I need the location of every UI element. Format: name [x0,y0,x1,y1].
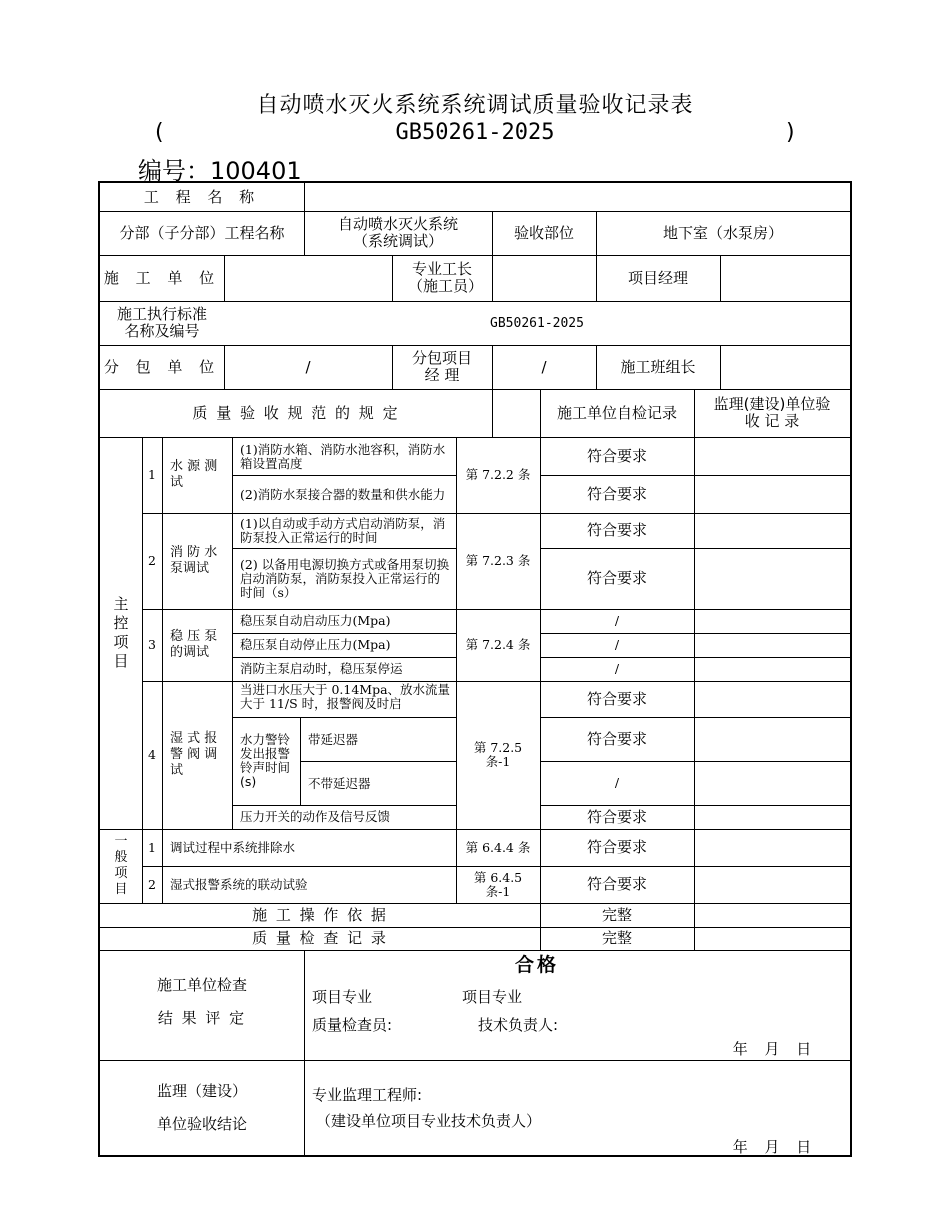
self-check-result[interactable]: 符合要求 [586,446,647,465]
contractor-check-label: 施工单位检查 [156,975,247,994]
general-label: 一般项目 [114,834,128,897]
foreman-value[interactable] [492,255,596,301]
spec-header: 质 量 验 收 规 范 的 规 定 [192,403,400,422]
self-check-result[interactable]: / [614,637,620,652]
grid-line [100,1060,850,1061]
self-check-result[interactable]: / [614,775,620,790]
self-check-result[interactable]: 符合要求 [586,729,647,748]
contractor-check-label: 结 果 评 定 [157,1008,247,1027]
operation-basis-label: 施 工 操 作 依 据 [252,905,388,924]
supervisor-check-label: 单位验收结论 [156,1114,247,1133]
grid-line [694,903,695,950]
item-requirement: 稳压泵自动停止压力(Mpa) [240,637,391,652]
item-clause: 第 7.2.2 条 [465,467,531,482]
tech-lead-label: 技术负责人: [478,1015,559,1034]
project-name-label: 工 程 名 称 [143,187,261,206]
self-check-result[interactable]: / [614,661,620,676]
paren-close: ) [786,120,795,145]
operation-basis-value[interactable]: 完整 [601,905,632,924]
acceptance-part-value[interactable]: 地下室（水泵房） [662,223,783,242]
supervision-header: 监理(建设)单位验 收 记 录 [713,395,831,430]
item-clause: 第 6.4.4 条 [465,839,531,855]
team-leader-value[interactable] [720,345,850,389]
item-number: 2 [148,876,156,892]
item-clause: 第 6.4.5 条-1 [473,869,523,899]
contractor-label: 施 工 单 位 [103,268,221,287]
with-delay-label: 带延迟器 [308,731,359,747]
owner-tech-lead-label: （建设单位项目专业技术负责人） [316,1111,542,1130]
item-number: 2 [148,553,156,568]
without-delay-label: 不带延迟器 [308,775,371,791]
foreman-label: 专业工长（施工员） [408,260,484,295]
tech-lead-label: 项目专业 [462,987,523,1006]
standard-value[interactable]: GB50261-2025 [490,315,584,331]
subcontractor-label: 分 包 单 位 [103,357,221,376]
item-name: 消 防 水 泵调试 [170,545,218,576]
item-requirement: (1)消防水箱、消防水池容积，消防水箱设置高度 [240,441,446,471]
serial-number: 编号：100401 [138,157,302,185]
main-control-label: 主控项目 [113,595,129,670]
quality-inspector-label: 项目专业 [312,987,373,1006]
contractor-value[interactable] [224,255,392,301]
item-clause: 第 7.2.4 条 [465,637,531,652]
item-requirement: (2)消防水泵接合器的数量和供水能力 [240,486,446,502]
item-name: 湿 式 报 警 阀 调 试 [170,731,218,778]
item-requirement: 当进口水压大于 0.14Mpa、放水流量大于 11/S 时，报警阀及时启 [240,683,451,711]
self-check-result[interactable]: / [614,613,620,628]
quality-inspector-label: 质量检查员: [312,1015,393,1034]
self-check-result[interactable]: 符合要求 [586,689,647,708]
subcontractor-value[interactable]: / [305,357,311,376]
paren-open: ( [155,120,164,145]
self-check-result[interactable]: 符合要求 [586,875,647,893]
standard-label: 施工执行标准名称及编号 [116,305,207,340]
general-requirement: 湿式报警系统的联动试验 [170,877,308,892]
contractor-date[interactable]: 年 月 日 [732,1039,818,1058]
standard-code: GB50261-2025 [395,120,555,145]
subdivision-label: 分部（子分部）工程名称 [119,223,285,242]
quality-record-label: 质 量 检 查 记 录 [252,929,388,947]
general-requirement: 调试过程中系统排除水 [170,840,296,855]
item-requirement: (1)以自动或手动方式启动消防泵，消防泵投入正常运行的时间 [240,516,446,545]
item-number: 4 [148,747,156,762]
grid-line [392,255,393,301]
grid-line [392,345,393,389]
grid-line [304,950,305,1157]
pass-stamp: 合格 [514,953,559,976]
item-clause: 第 7.2.5 条-1 [473,740,523,769]
supervisor-engineer-label: 专业监理工程师: [312,1085,423,1104]
supervisor-date[interactable]: 年 月 日 [732,1137,818,1156]
subdivision-value[interactable]: 自动喷水灭火系统（系统调试） [337,215,458,250]
grid-line [100,950,850,951]
project-manager-value[interactable] [720,255,850,301]
self-check-result[interactable]: 符合要求 [586,521,647,539]
grid-line [694,389,695,903]
supervisor-check-label: 监理（建设） [156,1081,247,1100]
self-check-result[interactable]: 符合要求 [586,838,647,856]
team-leader-label: 施工班组长 [620,357,696,376]
self-check-result[interactable]: 符合要求 [586,484,647,503]
self-check-result[interactable]: 符合要求 [586,807,647,826]
item-clause: 第 7.2.3 条 [465,553,531,568]
item-requirement: (2) 以备用电源切换方式或备用泵切换启动消防泵，消防泵投入正常运行的时间（s） [240,557,450,600]
item-requirement: 压力开关的动作及信号反馈 [240,809,391,824]
acceptance-part-label: 验收部位 [513,223,574,242]
document-title: 自动喷水灭火系统系统调试质量验收记录表 [256,93,694,118]
self-check-result[interactable]: 符合要求 [586,569,647,587]
item-requirement: 稳压泵自动启动压力(Mpa) [240,613,391,628]
project-name-value[interactable] [304,183,850,211]
item-name: 稳 压 泵 的调试 [170,629,218,660]
item-name: 水 源 测 试 [170,459,218,490]
sub-pm-value[interactable]: / [541,357,547,376]
quality-record-value[interactable]: 完整 [601,929,632,947]
alarm-bell-label: 水力警铃发出报警铃声时间(s) [240,732,291,789]
item-number: 3 [148,637,156,652]
sub-pm-label: 分包项目经 理 [411,349,472,384]
project-manager-label: 项目经理 [627,268,688,287]
item-number: 1 [148,467,156,482]
item-requirement: 消防主泵启动时，稳压泵停运 [240,661,403,676]
self-check-header: 施工单位自检记录 [556,403,677,422]
form-table [98,181,852,1157]
item-number: 1 [148,839,156,855]
